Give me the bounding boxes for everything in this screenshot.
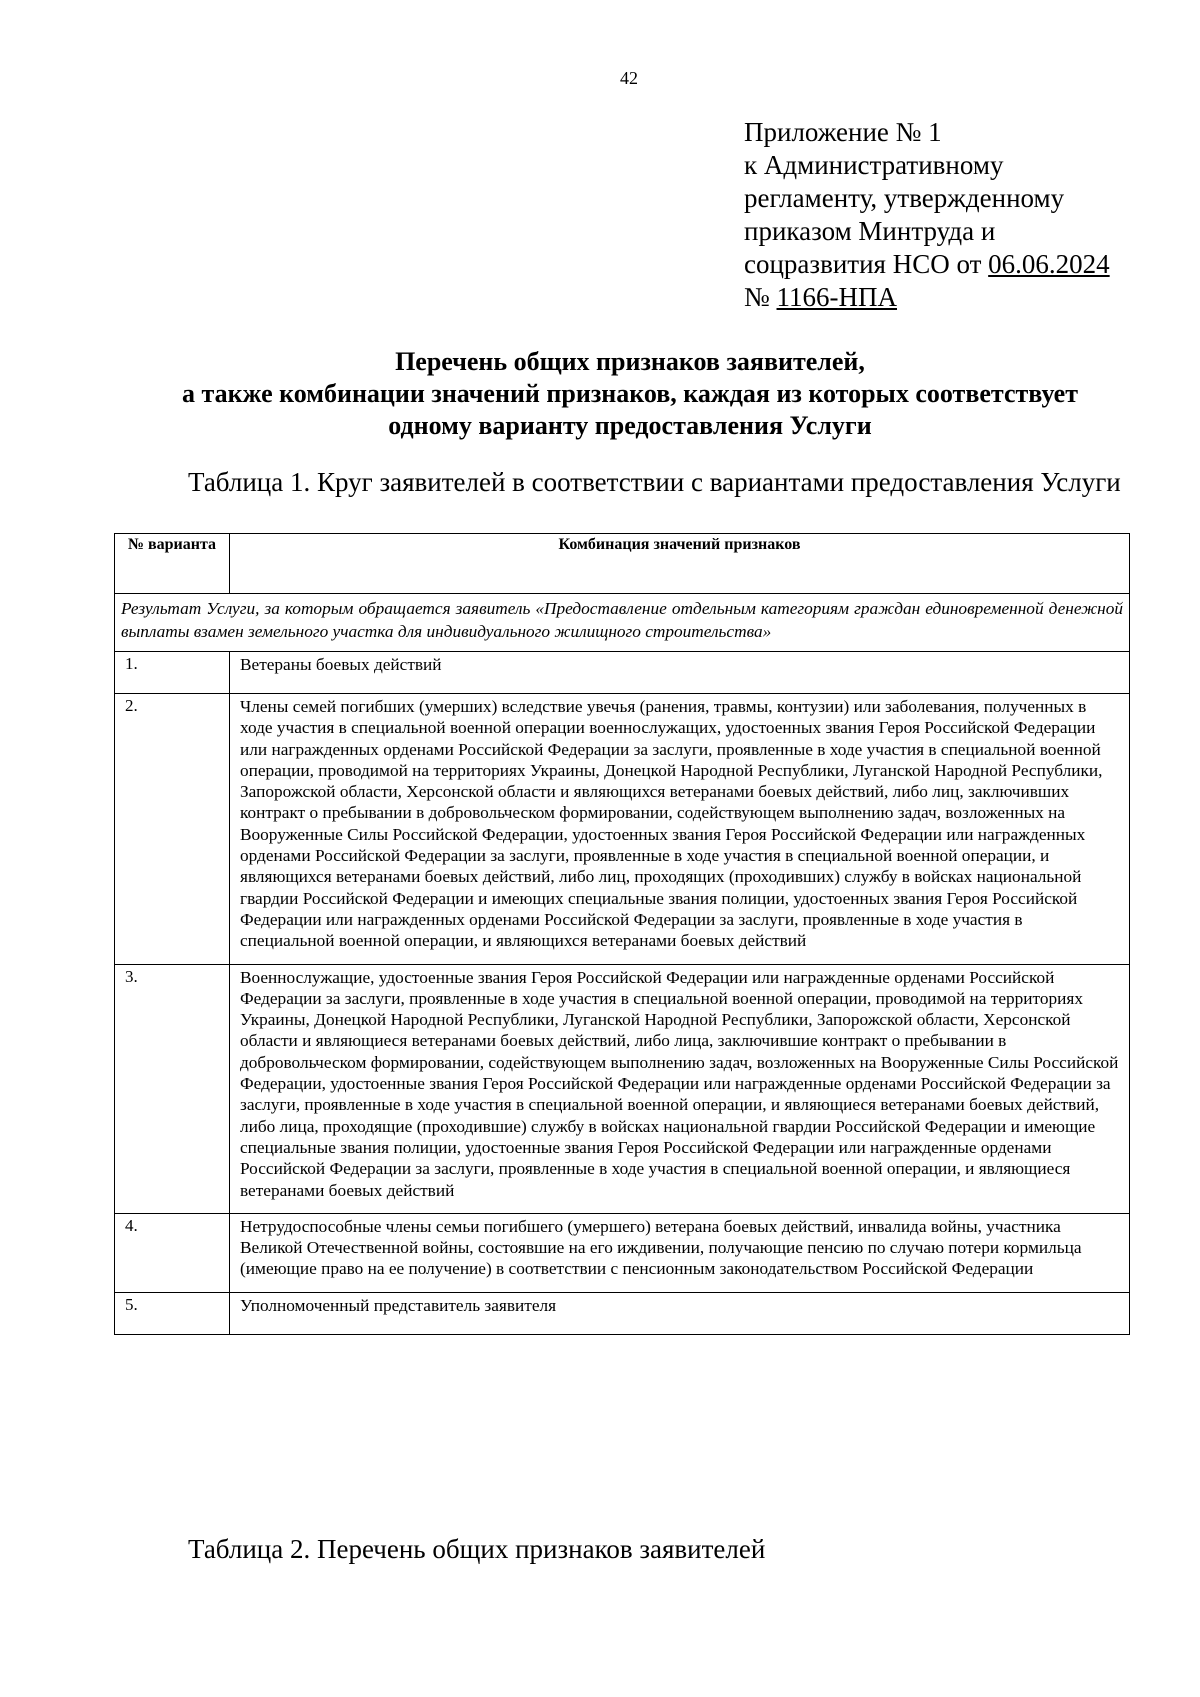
title-line: а также комбинации значений признаков, каждая из которых соответствует <box>182 379 1078 408</box>
page-number: 42 <box>620 68 638 88</box>
order-number-prefix: № <box>744 282 777 312</box>
appendix-line: Приложение № 1 <box>744 117 942 147</box>
header-combination: Комбинация значений признаков <box>230 534 1130 594</box>
variant-number: 2. <box>115 694 230 965</box>
appendix-line-prefix: соцразвития НСО от <box>744 249 989 279</box>
table-row <box>115 694 1130 965</box>
variant-number: 4. <box>115 1213 230 1292</box>
order-date: 06.06.2024 <box>988 249 1110 279</box>
appendix-line: приказом Минтруда и <box>744 216 996 246</box>
appendix-line <box>744 281 1164 314</box>
variant-number: 5. <box>115 1292 230 1334</box>
header-variant-number: № варианта <box>115 534 230 594</box>
appendix-line: к Административному <box>744 150 1004 180</box>
table1-caption: Таблица 1. Круг заявителей в соответствии с вариантами предоставления Услуги <box>188 467 1121 497</box>
variant-text: Военнослужащие, удостоенные звания Героя Российской Федерации или награжденные орденами Российской Федерации за заслуги, проявленные в ходе участия в специальной военной операции, проводимой на территориях Украины, Донецкой Народной Республики, Луганской Народной Республики, Запорожской области, Херсонской области и являющиеся ветеранами боевых действий, либо лица, заключившие контракт о пребывании в добровольческом формировании, содействующем выполнению задач, возложенных на Вооруженные Силы Российской Федерации, удостоенные звания Героя Российской Федерации или награжденные орденами Российской Федерации за заслуги, проявленные в ходе участия в специальной военной операции, и являющиеся ветеранами боевых действий, либо лица, проходящие (проходившие) службу в войсках национальной гвардии Российской Федерации и имеющие специальные звания полиции, удостоенные звания Героя Российской Федерации или награжденные орденами Российской Федерации за заслуги, проявленные в ходе участия в специальной военной операции, и являющиеся ветеранами боевых действий <box>230 964 1130 1213</box>
table-row <box>115 1292 1130 1334</box>
variant-text: Уполномоченный представитель заявителя <box>230 1292 1130 1334</box>
appendix-line <box>744 248 1164 281</box>
appendix-block <box>744 116 1164 314</box>
title-line: одному варианту предоставления Услуги <box>388 411 872 440</box>
appendix-line: регламенту, утвержденному <box>744 183 1065 213</box>
title-line: Перечень общих признаков заявителей, <box>395 347 865 376</box>
result-description: Результат Услуги, за которым обращается заявитель «Предоставление отдельным категориям граждан единовременной денежной выплаты взамен земельного участка для индивидуального жилищного строительства» <box>115 594 1130 652</box>
variant-number: 1. <box>115 652 230 694</box>
variant-text: Нетрудоспособные члены семьи погибшего (умершего) ветерана боевых действий, инвалида войны, участника Великой Отечественной войны, состоявшие на его иждивении, получающие пенсию по случаю потери кормильца (имеющие право на ее получение) в соответствии с пенсионным законодательством Российской Федерации <box>230 1213 1130 1292</box>
order-number: 1166-НПА <box>776 282 898 312</box>
variants-table <box>114 533 1130 1335</box>
variant-text: Ветераны боевых действий <box>230 652 1130 694</box>
variant-number: 3. <box>115 964 230 1213</box>
table-row <box>115 652 1130 694</box>
document-title <box>110 346 1150 442</box>
table2-caption: Таблица 2. Перечень общих признаков заявителей <box>188 1534 766 1564</box>
variant-text: Члены семей погибших (умерших) вследствие увечья (ранения, травмы, контузии) или заболевания, полученных в ходе участия в специальной военной операции военнослужащих, удостоенных звания Героя Российской Федерации или награжденных орденами Российской Федерации за заслуги, проявленные в ходе участия в специальной военной операции, проводимой на территориях Украины, Донецкой Народной Республики, Луганской Народной Республики, Запорожской области, Херсонской области и являющихся ветеранами боевых действий, либо лиц, заключивших контракт о пребывании в добровольческом формировании, содействующем выполнению задач, возложенных на Вооруженные Силы Российской Федерации, удостоенных звания Героя Российской Федерации или награжденных орденами Российской Федерации за заслуги, проявленные в ходе участия в специальной военной операции, и являющихся ветеранами боевых действий, либо лиц, проходящих (проходивших) службу в войсках национальной гвардии Российской Федерации и имеющих специальные звания полиции, удостоенных звания Героя Российской Федерации или награжденных орденами Российской Федерации за заслуги, проявленные в ходе участия в специальной военной операции, и являющихся ветеранами боевых действий <box>230 694 1130 965</box>
table-row <box>115 964 1130 1213</box>
table-header-row <box>115 534 1130 594</box>
result-row <box>115 594 1130 652</box>
table-row <box>115 1213 1130 1292</box>
